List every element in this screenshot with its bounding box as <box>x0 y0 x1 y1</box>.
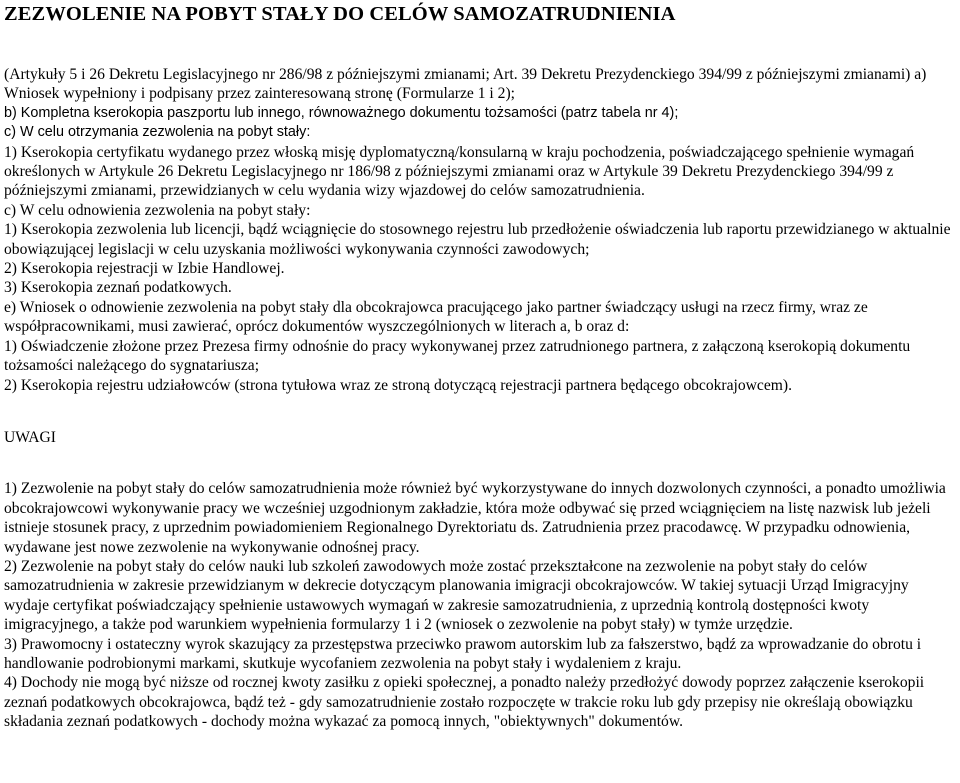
item-c: c) W celu otrzymania zezwolenia na pobyt stały: <box>4 124 311 141</box>
requirements-section <box>4 65 956 395</box>
item-b: b) Kompletna kserokopia paszportu lub innego, równoważnego dokumentu tożsamości (patrz tabela nr 4); <box>4 104 679 121</box>
item-e2: 2) Kserokopia rejestru udziałowców (strona tytułowa wraz ze stroną dotyczącą rejestracji partnera będącego obcokrajowcem). <box>4 376 792 394</box>
item-e1: 1) Oświadczenie złożone przez Prezesa firmy odnośnie do pracy wykonywanej przez zatrudnionego partnera, z załączoną kserokopią dokumentu tożsamości należącego do sygnatariusza; <box>4 337 911 375</box>
intro-paragraph: (Artykuły 5 i 26 Dekretu Legislacyjnego nr 286/98 z późniejszymi zmianami; Art. 39 Dekretu Prezydenckiego 394/99 z późniejszymi zmianami) a) Wniosek wypełniony i podpisany przez zainteresowaną stronę (Formularze 1 i 2); <box>4 66 927 103</box>
item-renew-1: 1) Kserokopia zezwolenia lub licencji, bądź wciągnięcie do stosownego rejestru lub przedłożenie oświadczenia lub raportu przewidzianego w aktualnie obowiązującej legislacji w celu uzyskania możliwości wykonywania czynności zawodowych; <box>4 221 951 258</box>
notes-section <box>4 479 956 731</box>
document-title: ZEZWOLENIE NA POBYT STAŁY DO CELÓW SAMOZATRUDNIENIA <box>4 3 676 25</box>
note-2: 2) Zezwolenie na pobyt stały do celów nauki lub szkoleń zawodowych może zostać przekształcone na zezwolenie na pobyt stały do celów samozatrudnienia w zakresie przewidzianym w dekrecie dotyczącym planowania imigracji obcokrajowców. W takiej sytuacji Urząd Imigracyjny wydaje certyfikat poświadczający spełnienie ustawowych wymagań w zakresie samozatrudnienia, z uprzednią kontrolą dostępności kwoty imigracyjnego, a także pod warunkiem wypełnienia formularzy 1 i 2 (wniosek o zezwolenie na pobyt stały) w tymże urzędzie. <box>4 557 909 634</box>
item-c-renew: c) W celu odnowienia zezwolenia na pobyt stały: <box>4 201 311 219</box>
note-4: 4) Dochody nie mogą być niższe od rocznej kwoty zasiłku z opieki społecznej, a ponadto należy przedłożyć dowody poprzez załączenie kserokopii zeznań podatkowych obcokrajowca, bądź też - gdy samozatrudnienie zostało rozpoczęte w trakcie roku lub gdy przepisy nie określają obowiązku składania zeznań podatkowych - dochody można wykazać za pomocą innych, "obiektywnych" dokumentów. <box>4 674 925 731</box>
item-c1: 1) Kserokopia certyfikatu wydanego przez włoską misję dyplomatyczną/konsularną w kraju pochodzenia, poświadczającego spełnienie wymagań określonych w Artykule 26 Dekretu Legislacyjnego nr 186/98 z późniejszymi zmianami oraz w Artykule 39 Dekretu Prezydenckiego 394/99 z późniejszymi zmianami, przewidzianych w celu wydania wizy wjazdowej do celów samozatrudnienia. <box>4 143 915 200</box>
item-renew-3: 3) Kserokopia zeznań podatkowych. <box>4 279 232 297</box>
item-e: e) Wniosek o odnowienie zezwolenia na pobyt stały dla obcokrajowca pracującego jako partner świadczący usługi na rzecz firmy, wraz ze współpracownikami, musi zawierać, oprócz dokumentów wyszczególnionych w literach a, b oraz d: <box>4 298 868 336</box>
item-renew-2: 2) Kserokopia rejestracji w Izbie Handlowej. <box>4 260 285 278</box>
note-1: 1) Zezwolenie na pobyt stały do celów samozatrudnienia może również być wykorzystywane do innych dozwolonych czynności, a ponadto umożliwia obcokrajowcowi wykonywanie pracy we wcześniej uzgodnionym zakładzie, która może odbywać się przed wciągnięciem na listę nazwisk lub jeżeli istnieje stosunek pracy, z uprzednim powiadomieniem Regionalnego Dyrektoriatu ds. Zatrudnienia przez pracodawcę. W przypadku odnowienia, wydawane jest nowe zezwolenie na wykonywanie odnośnej pracy. <box>4 480 946 556</box>
uwagi-heading: UWAGI <box>4 428 56 446</box>
note-3: 3) Prawomocny i ostateczny wyrok skazujący za przestępstwa przeciwko prawom autorskim lub za fałszerstwo, bądź za wprowadzanie do obrotu i handlowanie podrobionymi markami, skutkuje wycofaniem zezwolenia na pobyt stały i wydaleniem z kraju. <box>4 635 922 672</box>
